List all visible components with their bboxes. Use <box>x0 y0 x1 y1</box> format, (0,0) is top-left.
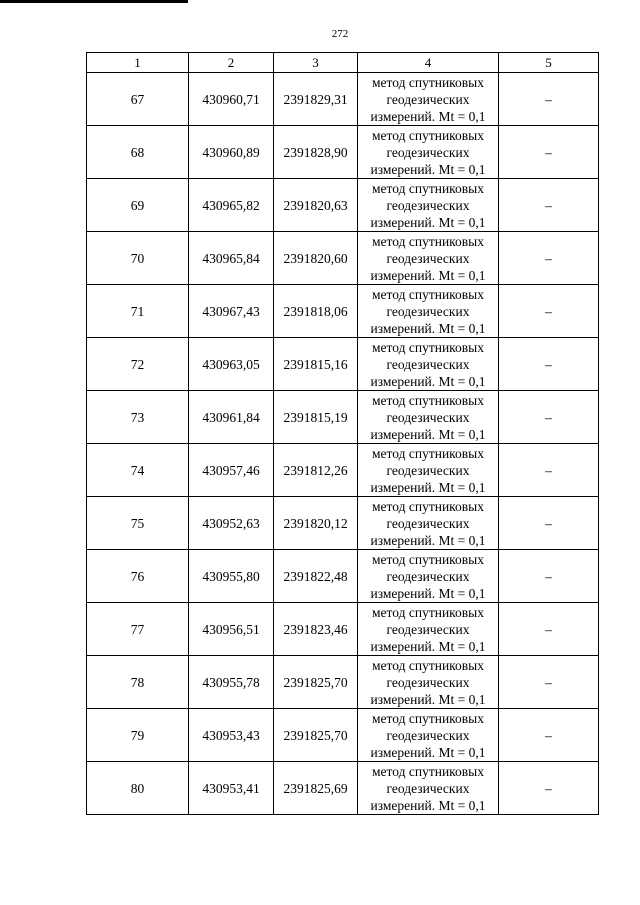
cell-x-coordinate: 430955,80 <box>189 550 274 603</box>
cell-y-coordinate: 2391828,90 <box>274 126 358 179</box>
method-line: метод спутниковых <box>372 498 484 514</box>
page-number: 272 <box>331 28 349 40</box>
cell-method <box>358 709 499 762</box>
cell-method <box>358 338 499 391</box>
cell-note: – <box>499 656 599 709</box>
method-line: измерений. Mt = 0,1 <box>370 267 486 283</box>
method-line: измерений. Mt = 0,1 <box>370 691 486 707</box>
method-line: измерений. Mt = 0,1 <box>370 585 486 601</box>
method-line: метод спутниковых <box>372 392 484 408</box>
cell-point-number: 80 <box>87 762 189 815</box>
table-row <box>87 603 599 656</box>
method-line: метод спутниковых <box>372 127 484 143</box>
column-header: 2 <box>189 53 274 73</box>
method-line: геодезических <box>386 727 470 743</box>
table-row <box>87 73 599 126</box>
table-row <box>87 709 599 762</box>
cell-point-number: 67 <box>87 73 189 126</box>
cell-x-coordinate: 430960,71 <box>189 73 274 126</box>
table-row <box>87 762 599 815</box>
method-line: метод спутниковых <box>372 657 484 673</box>
method-line: геодезических <box>386 780 470 796</box>
method-line: измерений. Mt = 0,1 <box>370 638 486 654</box>
cell-x-coordinate: 430955,78 <box>189 656 274 709</box>
cell-x-coordinate: 430965,84 <box>189 232 274 285</box>
cell-note: – <box>499 126 599 179</box>
method-line: геодезических <box>386 674 470 690</box>
cell-note: – <box>499 709 599 762</box>
method-line: геодезических <box>386 621 470 637</box>
cell-y-coordinate: 2391812,26 <box>274 444 358 497</box>
cell-x-coordinate: 430960,89 <box>189 126 274 179</box>
column-header: 4 <box>358 53 499 73</box>
cell-note: – <box>499 497 599 550</box>
cell-point-number: 78 <box>87 656 189 709</box>
cell-x-coordinate: 430965,82 <box>189 179 274 232</box>
cell-y-coordinate: 2391820,60 <box>274 232 358 285</box>
cell-note: – <box>499 179 599 232</box>
cell-y-coordinate: 2391825,70 <box>274 656 358 709</box>
method-line: метод спутниковых <box>372 180 484 196</box>
cell-note: – <box>499 444 599 497</box>
method-line: геодезических <box>386 91 470 107</box>
column-header: 5 <box>499 53 599 73</box>
cell-point-number: 75 <box>87 497 189 550</box>
cell-point-number: 68 <box>87 126 189 179</box>
cell-x-coordinate: 430957,46 <box>189 444 274 497</box>
cell-note: – <box>499 232 599 285</box>
cell-note: – <box>499 73 599 126</box>
cell-x-coordinate: 430953,41 <box>189 762 274 815</box>
method-line: измерений. Mt = 0,1 <box>370 426 486 442</box>
cell-y-coordinate: 2391822,48 <box>274 550 358 603</box>
cell-point-number: 79 <box>87 709 189 762</box>
cell-note: – <box>499 285 599 338</box>
table-header-row <box>87 53 599 73</box>
cell-note: – <box>499 391 599 444</box>
cell-point-number: 70 <box>87 232 189 285</box>
cell-method <box>358 73 499 126</box>
cell-point-number: 76 <box>87 550 189 603</box>
method-line: измерений. Mt = 0,1 <box>370 320 486 336</box>
method-line: метод спутниковых <box>372 445 484 461</box>
table-row <box>87 550 599 603</box>
method-line: метод спутниковых <box>372 233 484 249</box>
cell-method <box>358 444 499 497</box>
method-line: геодезических <box>386 144 470 160</box>
cell-note: – <box>499 603 599 656</box>
cell-x-coordinate: 430956,51 <box>189 603 274 656</box>
cell-method <box>358 497 499 550</box>
table-body <box>87 73 599 815</box>
method-line: измерений. Mt = 0,1 <box>370 214 486 230</box>
coordinates-table <box>86 52 599 815</box>
method-line: геодезических <box>386 515 470 531</box>
cell-method <box>358 603 499 656</box>
cell-method <box>358 391 499 444</box>
method-line: метод спутниковых <box>372 710 484 726</box>
cell-y-coordinate: 2391825,70 <box>274 709 358 762</box>
cell-x-coordinate: 430952,63 <box>189 497 274 550</box>
cell-method <box>358 126 499 179</box>
method-line: метод спутниковых <box>372 604 484 620</box>
cell-y-coordinate: 2391823,46 <box>274 603 358 656</box>
table-row <box>87 179 599 232</box>
cell-y-coordinate: 2391820,63 <box>274 179 358 232</box>
top-rule <box>0 0 188 3</box>
cell-point-number: 73 <box>87 391 189 444</box>
table-row <box>87 285 599 338</box>
method-line: измерений. Mt = 0,1 <box>370 108 486 124</box>
method-line: измерений. Mt = 0,1 <box>370 744 486 760</box>
method-line: геодезических <box>386 356 470 372</box>
cell-point-number: 77 <box>87 603 189 656</box>
cell-note: – <box>499 550 599 603</box>
cell-y-coordinate: 2391820,12 <box>274 497 358 550</box>
method-line: измерений. Mt = 0,1 <box>370 161 486 177</box>
table-row <box>87 656 599 709</box>
cell-note: – <box>499 762 599 815</box>
method-line: метод спутниковых <box>372 286 484 302</box>
table-row <box>87 497 599 550</box>
cell-x-coordinate: 430967,43 <box>189 285 274 338</box>
cell-method <box>358 285 499 338</box>
table-row <box>87 338 599 391</box>
cell-y-coordinate: 2391825,69 <box>274 762 358 815</box>
method-line: геодезических <box>386 250 470 266</box>
method-line: геодезических <box>386 409 470 425</box>
table-row <box>87 126 599 179</box>
cell-method <box>358 179 499 232</box>
cell-method <box>358 656 499 709</box>
cell-x-coordinate: 430961,84 <box>189 391 274 444</box>
method-line: геодезических <box>386 197 470 213</box>
column-header: 1 <box>87 53 189 73</box>
method-line: геодезических <box>386 462 470 478</box>
cell-y-coordinate: 2391815,19 <box>274 391 358 444</box>
method-line: измерений. Mt = 0,1 <box>370 373 486 389</box>
method-line: геодезических <box>386 303 470 319</box>
cell-x-coordinate: 430953,43 <box>189 709 274 762</box>
cell-point-number: 71 <box>87 285 189 338</box>
cell-point-number: 69 <box>87 179 189 232</box>
method-line: измерений. Mt = 0,1 <box>370 797 486 813</box>
cell-y-coordinate: 2391818,06 <box>274 285 358 338</box>
method-line: метод спутниковых <box>372 339 484 355</box>
table-row <box>87 391 599 444</box>
cell-x-coordinate: 430963,05 <box>189 338 274 391</box>
cell-point-number: 72 <box>87 338 189 391</box>
method-line: измерений. Mt = 0,1 <box>370 479 486 495</box>
cell-point-number: 74 <box>87 444 189 497</box>
cell-method <box>358 550 499 603</box>
cell-method <box>358 232 499 285</box>
method-line: метод спутниковых <box>372 551 484 567</box>
table-row <box>87 444 599 497</box>
column-header: 3 <box>274 53 358 73</box>
cell-method <box>358 762 499 815</box>
table-row <box>87 232 599 285</box>
method-line: геодезических <box>386 568 470 584</box>
cell-y-coordinate: 2391829,31 <box>274 73 358 126</box>
method-line: измерений. Mt = 0,1 <box>370 532 486 548</box>
cell-note: – <box>499 338 599 391</box>
method-line: метод спутниковых <box>372 74 484 90</box>
method-line: метод спутниковых <box>372 763 484 779</box>
cell-y-coordinate: 2391815,16 <box>274 338 358 391</box>
